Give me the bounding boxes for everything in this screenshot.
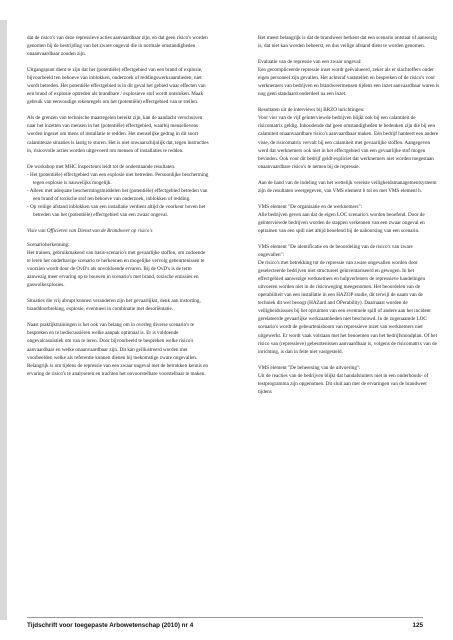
- paragraph-text: Uit de reacties van de bedrijven blijkt dat handafsluiters niet in een onderhouds- of testprogramma zijn opgenomen. Dit sluit aan met de ervaringen van de brandweer tijdens: [258, 372, 429, 395]
- left-column: [27, 34, 209, 386]
- list-item: - Het (potentiële) effectgebied van een explosie niet betreden. Persoonlijke bescherming tegen explosie is nauwelijks mogelijk.: [27, 171, 209, 187]
- paragraph: [258, 243, 440, 356]
- paragraph: De workshop met MHC inspecteurs leidt tot de onderstaande resultaten.: [27, 163, 176, 170]
- footer-divider: [27, 617, 423, 618]
- paragraph: [258, 203, 440, 235]
- paragraph: Het trainen, gebruikmakend van basis-scenario's met gevaarlijke stoffen, om zodoende te leren het onderhavige scenario te herkennen en mogelijke vervolg gebeurtenissen te voorzien wordt door de OvD's als onvoldoende ervaren. Bij de OvD's is de term aanwezig meer ervaring op te bouwen in scenario's met brand, toxische emissies en gaswolkexplosies.: [27, 250, 206, 289]
- paragraph: Als de grenzen van technische maatregelen bereikt zijn, kan de aandacht verschuiven naar het inzetten van mensen in het (potentiële) effectgebied, waarbij menselievens worden ingezet om mens of installatie te redden. Het menselijke gedrag in dit soort calamiteuze situaties is lastig te sturen. Het is niet onwaarschijnlijk dat, tegen instructies in, risicovolle acties worden uitgevoerd om mensen of installaties te redden.: [27, 115, 209, 154]
- page-number: 125: [412, 622, 423, 629]
- journal-title: Tijdschrift voor toegepaste Arbowetenschap (2010) nr 4: [27, 622, 194, 629]
- subheading: Resultaten uit de interviews bij BRZO inrichtingen:: [258, 107, 365, 114]
- paragraph-text: Voor vier van de vijf geïnterviewde bedrijven blijkt ook bij een calamiteit de risicomatrix geldig. Inhoudende dat geen omstandigheden te bedenken zijn die bij een calamiteit onaanvaardbare risico's aanvaardbaar maken. Eén bedrijf hanteert een andere visie, de risicomatrix vervalt bij een calamiteit met gevaarlijke stoffen. Aangegeven werd dat werknemers ook niet in het effectgebied van een gevaarlijke stof mogen bevinden. Ook voor dit bedrijf geldt expliciet dat werknemers niet worden toegestaan onaanvaardbare risico's te nemen bij de repressie.: [258, 115, 439, 170]
- subheading: VMS element "De beheersing van de uitvoering":: [258, 364, 361, 371]
- list-item: - Alleen met adequate beschermingsmiddelen het (potentiële) effectgebied betreden van een brand of toxische stof ten behoeve van onderzoek, inblokken of redding.: [27, 187, 209, 203]
- paragraph-text: De risico's met betrekking tot de repressie van zware ongevallen worden door geselecteerde bedrijven niet structureel geïnventariseerd en gewogen. In het effectgebied aanwezige werknemers en hulpverleners de repressieve handelingen uitvoeren worden niet in de risicoweging meegenomen. Het beoordelen van de operabiliteit van een installatie in een HAZOP studie, dit terwijl de naam van de techniek dit wel beoogt (HAZard and OPerability). Daarnaast worden de veiligheidsissues bij het opruimen van een eventuele spill of andere aan het incident gerelateerde gevaarlijke werkzaamheden niet beschouwd. In de zogenaamde LOC scenario's wordt de gebeurtenisboom van repressieve inzet van werknemers niet uitgewerkt. Er wordt vaak volstaan met het benoemen van het bedrijfsnoodplan. Of het risico van (repressieve) gebeurtenissen aanvaardbaar is, volgens de risicomatrix van de inrichting, is dan in feite niet vastgesteld.: [258, 260, 438, 355]
- paragraph-text: Een gecompliceerde repressie inset wordt geëvalueerd, zeker als er slachtoffers onder eigen personeel zijn gevallen. Het achteraf vaststellen en bespreken of de risico's voor werknemers van bedrijven en brandweermensen tijdens een inzet aanvaardbaar waren is nog geen standaard onderdeel na een inzet.: [258, 67, 440, 98]
- paragraph: Aan de hand van de indeling van het wettelijk vereiste veiligheidsmanagementsysteem zijn de resultaten weergegeven, van VMS element b tot en met VMS element h.: [258, 179, 437, 194]
- paragraph: dat de risico's van deze repressieve acties aanvaardbaar zijn, en dat geen risico's worden genomen bij de bestrijding van het zware ongeval die in normale omstandigheden onaanvaardbaar zouden zijn.: [27, 35, 208, 58]
- page-edge-tab: [0, 20, 7, 620]
- paragraph-text: Alle bedrijven geven aan dat de eigen LOC scenario's worden beoefend. Door de geïnterviewde bedrijven worden de stappen verkennen van een zwaar ongeval en optrainen van een spill niet altijd beoefend bij de naboorsing van een scenario.: [258, 211, 425, 234]
- paragraph: [258, 58, 440, 98]
- paragraph: [258, 364, 440, 396]
- paragraph: Het meest belangrijk is dat de brandweer herkent dat een scenario ontstaat of aanwezig is, dat niet kan worden beheerst, en dus veilige afstand dient te worden genomen.: [258, 35, 437, 50]
- right-column: [258, 34, 440, 404]
- paragraph: Naast praktijktrainingen is het ook van belang om in overleg diverse scenario's te bespreken en te bediscussiëren welke aanpak optimaal is. Er is voldoende ongevalcasuïstiek om van te leren. Door bijvoorbeeld te bespreken welke risico's aanvaardbaar en welke onaanvaardbaar zijn. Dit kan geïllustreerd worden met voorbeelden welke als referentie kunnen dienen bij toekomstige zware ongevallen.: [27, 322, 198, 361]
- section-heading: Visie van Officieren van Dienst van de Brandweer op risico's: [27, 227, 153, 234]
- subheading: Evaluatie van de repressie van een zwaar ongeval:: [258, 59, 362, 66]
- subheading: VMS element "De organisatie en de werknemers":: [258, 203, 363, 210]
- paragraph: [258, 106, 440, 170]
- paragraph: Uitgangspunt dient te zijn dat het (potentiële) effectgebied van een brand of explosie, bijvoorbeeld ten behoeve van inblokken, onderzoek of reddingswerkzaamheden, niet wordt betreden. Het potentiële effectgebied is in dit geval het gebied waar effecten van een brand of explosie optreden als brandbare / explosieve stof wordt ontstoken. Maak gebruik van eenvoudige rekenregels om het (potentiële) effectgebied van te stellen.: [27, 67, 206, 106]
- paragraph: Situaties die vrij abrupt kunnen veranderen zijn het gevaarlijkst, denk aan instorting, branddoorbreking, explosie, eventueel in combinatie met desoriëntatie.: [27, 298, 201, 313]
- list-item: - Op veilige afstand inblokken van een installatie verdient altijd de voorkeur boven het betreden van het (potentiële) effectgebied van een zwaar ongeval.: [27, 203, 209, 219]
- results-list: [27, 171, 209, 219]
- subheading: VMS element "De identificatie en de beoordeling van de risico's van zware ongevallen":: [258, 243, 413, 259]
- paragraph: Scenarioherkenning:: [27, 241, 70, 248]
- paragraph: Belangrijk is om tijdens de repressie van een zwaar ongeval met de betrokken kennis en ervaring de risico's te analyseren en trachten het onvoorstelbare voorstelbaar te maken.: [27, 362, 209, 377]
